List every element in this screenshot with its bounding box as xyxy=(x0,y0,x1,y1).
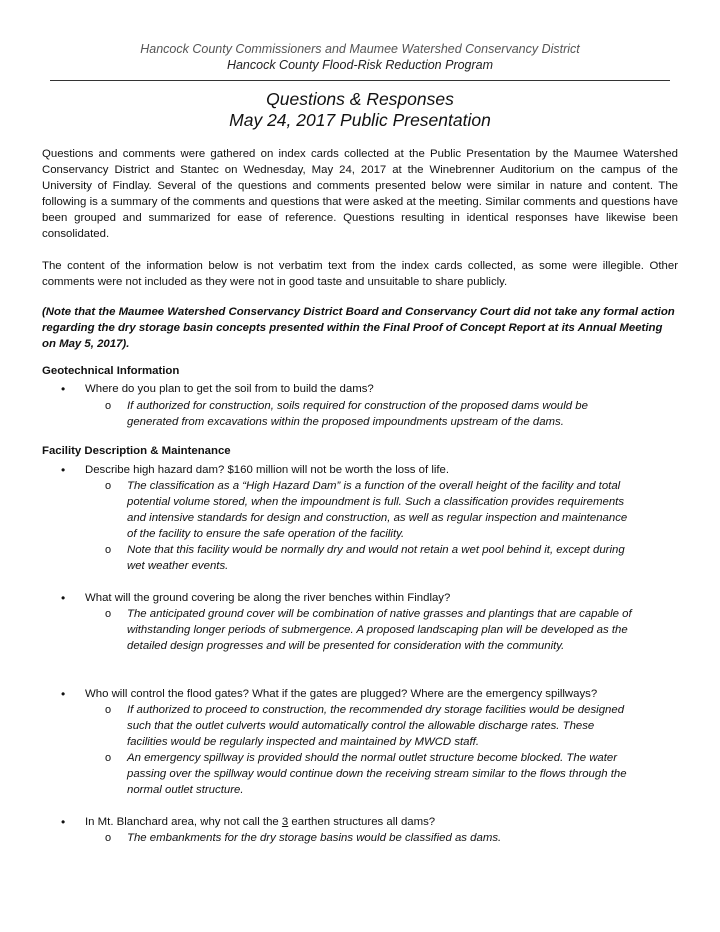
document-subtitle: May 24, 2017 Public Presentation xyxy=(229,110,491,130)
question-item: • Where do you plan to get the soil from to build the dams? xyxy=(85,381,675,397)
header-program: Hancock County Flood-Risk Reduction Program xyxy=(226,58,494,72)
response-item: o If authorized to proceed to construction, the recommended dry storage facilities would be designed such that the outlet culverts would automatically control the allowable discharge rates. These facilities would be regularly inspected and maintained by MWCD staff. xyxy=(127,702,637,750)
document-title: Questions & Responses xyxy=(266,89,454,109)
header-divider xyxy=(50,80,670,81)
response-item: o Note that this facility would be normally dry and would not retain a wet pool behind it, except during wet weather events. xyxy=(127,542,637,574)
question-item: • Describe high hazard dam? $160 million will not be worth the loss of life. xyxy=(85,462,675,478)
question-item xyxy=(85,814,675,830)
response-item: o The anticipated ground cover will be combination of native grasses and plantings that are capable of withstanding longer periods of submergence. A proposed landscaping plan will be developed as the detailed design progresses and will be presented for consideration with the community. xyxy=(127,606,637,654)
section-heading-geotechnical: Geotechnical Information xyxy=(42,365,180,377)
question-item: • What will the ground covering be along the river benches within Findlay? xyxy=(85,590,675,606)
section-heading-facility: Facility Description & Maintenance xyxy=(42,445,231,457)
response-item: o The classification as a “High Hazard Dam” is a function of the overall height of the facility and total potential volume stored, when the impoundment is full. Such a classification provides requirements and intensive standards for design and construction, as well as regular inspection and maintenance of the facility to ensure the safe operation of the facility. xyxy=(127,478,637,542)
question-text-end: earthen structures all dams? xyxy=(288,816,436,828)
underlined-count: 3 xyxy=(281,816,289,828)
response-item: o The embankments for the dry storage basins would be classified as dams. xyxy=(127,830,637,846)
response-item: o If authorized for construction, soils required for construction of the proposed dams would be generated from excavations within the proposed impoundments upstream of the dams. xyxy=(127,398,637,430)
board-note-paragraph: (Note that the Maumee Watershed Conservancy District Board and Conservancy Court did not take any formal action regarding the dry storage basin concepts presented within the Final Proof of Concept Report at its Annual Meeting on May 5, 2017). xyxy=(42,306,675,350)
content-disclaimer-paragraph: The content of the information below is not verbatim text from the index cards collected, as some were illegible. Other comments were not included as they were not in good taste and unsuitable to share publicly. xyxy=(42,260,678,288)
response-item: o An emergency spillway is provided should the normal outlet structure become blocked. The water passing over the spillway would continue down the receiving stream similar to the flows through the normal outlet structure. xyxy=(127,750,637,798)
header-organizations: Hancock County Commissioners and Maumee Watershed Conservancy District xyxy=(140,42,580,56)
intro-paragraph: Questions and comments were gathered on index cards collected at the Public Presentation by the Maumee Watershed Conservancy District and Stantec on Wednesday, May 24, 2017 at the Winebrenner Auditorium on the campus of the University of Findlay. Several of the questions and comments presented below were similar in nature and content. The following is a summary of the comments and questions that were asked at the meeting. Similar comments and questions have been grouped and summarized for ease of reference. Questions resulting in identical responses have likewise been consolidated. xyxy=(42,148,678,240)
question-item: • Who will control the flood gates? What if the gates are plugged? Where are the emergency spillways? xyxy=(85,686,675,702)
question-text-start: In Mt. Blanchard area, why not call the xyxy=(85,816,282,828)
